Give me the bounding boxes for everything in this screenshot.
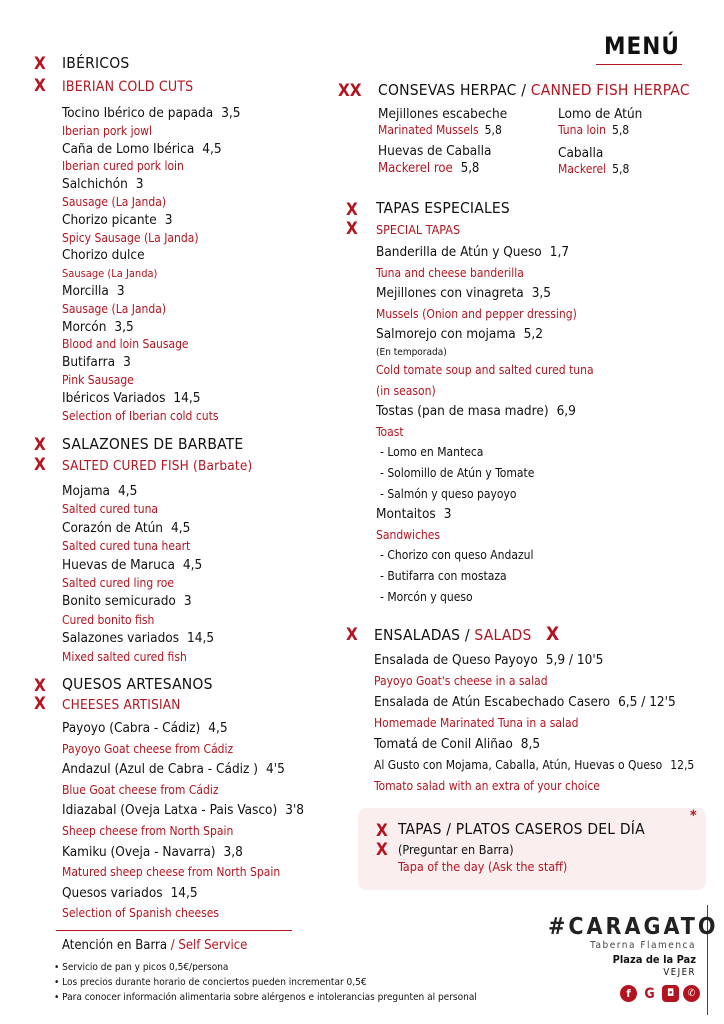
menu-item: Morcilla 3 [62, 282, 125, 299]
menu-item: Salchichón 3 [62, 176, 144, 193]
quesos-list [62, 718, 352, 924]
menu-item: Caña de Lomo Ibérica 4,5 [62, 140, 222, 157]
instagram-icon[interactable]: ◘ [662, 985, 679, 1002]
menu-item-en: Cured bonito fish [62, 612, 155, 627]
menu-item-en: Toast [376, 424, 404, 439]
menu-item: Al Gusto con Mojama, Caballa, Atún, Huevas o Queso 12,5 [374, 758, 695, 772]
menu-item: Bonito semicurado 3 [62, 593, 192, 610]
menu-item-en: Spicy Sausage (La Janda) [62, 230, 199, 245]
menu-item: Payoyo (Cabra - Cádiz) 4,5 [62, 720, 228, 736]
menu-item-en: Salted cured ling roe [62, 576, 175, 591]
menu-item-en: Mussels (Onion and pepper dressing) [376, 306, 577, 321]
menu-item: Corazón de Atún 4,5 [62, 519, 191, 536]
cross-icon: X [346, 625, 358, 645]
tapas-heading-en: SPECIAL TAPAS [376, 222, 461, 237]
social-icons [620, 985, 700, 1002]
cross-icon: XX [338, 81, 362, 101]
title-underline [596, 64, 682, 65]
menu-item: Mejillones con vinagreta 3,5 [376, 285, 552, 302]
self-service-line: Atención en Barra / Self Service [62, 938, 248, 953]
sub-item: - Butifarra con mostaza [380, 568, 507, 583]
menu-item: Tostas (pan de masa madre) 6,9 [376, 403, 576, 420]
menu-item: Tocino Ibérico de papada 3,5 [62, 105, 241, 121]
menu-item: Chorizo picante 3 [62, 211, 173, 228]
menu-item: Ibéricos Variados 14,5 [62, 389, 201, 406]
menu-item: Montaitos 3 [376, 506, 452, 523]
ensaladas-list [374, 650, 714, 797]
menu-item-en: Selection of Spanish cheeses [62, 906, 220, 921]
menu-item-en: Selection of Iberian cold cuts [62, 408, 219, 423]
sub-item: - Chorizo con queso Andazul [380, 548, 534, 563]
menu-item-en: Salted cured tuna heart [62, 539, 191, 554]
salazones-heading-en: SALTED CURED FISH (Barbate) [62, 458, 253, 474]
menu-item-en: Cold tomate soup and salted cured tuna [376, 362, 594, 377]
menu-item: Salmorejo con mojama 5,2 [376, 326, 543, 343]
brand-plaza: Plaza de la Paz [612, 953, 696, 966]
ensaladas-heading: ENSALADAS / SALADS [374, 626, 532, 644]
brand-logo: #CARAGATO [548, 914, 719, 940]
footer-divider [56, 930, 292, 931]
tapas-heading: TAPAS ESPECIALES [376, 199, 510, 217]
page-title: MENÚ [604, 32, 680, 60]
cross-icon: X [34, 694, 46, 714]
menu-item: Quesos variados 14,5 [62, 884, 198, 901]
conservas-item: Huevas de Caballa Mackerel roe 5,8 [378, 143, 492, 176]
cross-icon: X [34, 676, 46, 696]
menu-item: Ensalada de Atún Escabechado Casero 6,5 / 12'5 [374, 694, 676, 710]
menu-item-en: (in season) [376, 383, 436, 398]
facebook-icon[interactable]: f [620, 985, 637, 1002]
ibericos-heading: IBÉRICOS [62, 54, 130, 72]
menu-item-en: Payoyo Goat's cheese in a salad [374, 674, 548, 688]
sub-item: - Solomillo de Atún y Tomate [380, 465, 535, 480]
brand-tagline: Taberna Flamenca [590, 940, 696, 951]
menu-item-en: Tomato salad with an extra of your choice [374, 779, 600, 793]
menu-item: Mojama 4,5 [62, 483, 138, 499]
salazones-heading: SALAZONES DE BARBATE [62, 435, 244, 453]
sub-item: - Morcón y queso [380, 589, 473, 604]
menu-item: Kamiku (Oveja - Navarra) 3,8 [62, 843, 243, 860]
cross-icon: X [346, 219, 358, 239]
menu-item-en: Blue Goat cheese from Cádiz [62, 782, 219, 797]
quesos-heading: QUESOS ARTESANOS [62, 675, 213, 693]
menu-item: Morcón 3,5 [62, 318, 134, 335]
phone-icon[interactable]: ✆ [683, 985, 700, 1002]
menu-item-en: Iberian cured pork loin [62, 159, 184, 174]
sub-item: - Lomo en Manteca [380, 445, 484, 460]
footer-note: • Para conocer información alimentaria sobre alérgenos e intolerancias pregunten al personal [54, 992, 477, 1003]
menu-item: Salazones variados 14,5 [62, 630, 215, 647]
brand-town: VEJER [663, 967, 696, 978]
conservas-item: Mejillones escabeche Marinated Mussels 5,8 [378, 106, 508, 137]
menu-item-en: Pink Sausage [62, 372, 134, 387]
salazones-list [62, 482, 322, 666]
google-icon[interactable]: G [644, 985, 655, 1002]
footer-note: • Servicio de pan y picos 0,5€/persona [54, 962, 229, 973]
conservas-item: Caballa Mackerel 5,8 [558, 145, 630, 176]
menu-item: Andazul (Azul de Cabra - Cádiz ) 4'5 [62, 761, 285, 778]
ibericos-list [62, 105, 322, 425]
conservas-heading: CONSEVAS HERPAC / CANNED FISH HERPAC [378, 81, 690, 99]
menu-item: Butifarra 3 [62, 354, 131, 371]
cross-icon: X [34, 435, 46, 455]
daily-dishes-en: Tapa of the day (Ask the staff) [398, 859, 568, 874]
star-icon: * [690, 808, 697, 824]
menu-item-en: Payoyo Goat cheese from Cádiz [62, 741, 234, 756]
menu-item: Huevas de Maruca 4,5 [62, 556, 203, 573]
menu-item-en: Sausage (La Janda) [62, 267, 158, 281]
menu-item-en: Tuna and cheese banderilla [376, 265, 524, 280]
sub-item: - Salmón y queso payoyo [380, 486, 517, 501]
conservas-item: Lomo de Atún Tuna loin 5,8 [558, 106, 643, 137]
menu-item-en: Salted cured tuna [62, 502, 159, 517]
menu-item: Ensalada de Queso Payoyo 5,9 / 10'5 [374, 652, 604, 668]
cross-icon: X [34, 54, 46, 74]
menu-item: Tomatá de Conil Aliñao 8,5 [374, 736, 541, 752]
menu-item-en: Iberian pork jowl [62, 123, 153, 138]
cross-icon: X [346, 200, 358, 220]
cross-icon: X [376, 840, 388, 860]
menu-item-en: Matured sheep cheese from North Spain [62, 865, 281, 880]
cross-icon: X [546, 623, 560, 645]
daily-dishes-heading: TAPAS / PLATOS CASEROS DEL DÍA [398, 820, 645, 838]
cross-icon: X [34, 455, 46, 475]
cross-icon: X [376, 821, 388, 841]
ibericos-heading-en: IBERIAN COLD CUTS [62, 79, 194, 95]
menu-item-en: Homemade Marinated Tuna in a salad [374, 716, 579, 730]
menu-item: Chorizo dulce [62, 247, 145, 264]
menu-item-en: Mixed salted cured fish [62, 649, 187, 664]
quesos-heading-en: CHEESES ARTISIAN [62, 697, 181, 713]
menu-item-en: Sheep cheese from North Spain [62, 823, 234, 838]
daily-dishes-sub: (Preguntar en Barra) [398, 842, 514, 857]
menu-item: Idiazabal (Oveja Latxa - Pais Vasco) 3'8 [62, 802, 305, 819]
menu-item: Banderilla de Atún y Queso 1,7 [376, 244, 570, 260]
footer-note: • Los precios durante horario de conciertos pueden incrementar 0,5€ [54, 977, 367, 988]
menu-item-note: (En temporada) [376, 346, 447, 358]
cross-icon: X [34, 76, 46, 96]
menu-item-en: Blood and loin Sausage [62, 337, 189, 352]
menu-item-en: Sausage (La Janda) [62, 194, 167, 209]
footer-notes [54, 960, 477, 1005]
menu-item-en: Sandwiches [376, 527, 441, 542]
menu-item-en: Sausage (La Janda) [62, 301, 167, 316]
tapas-list [376, 242, 706, 607]
